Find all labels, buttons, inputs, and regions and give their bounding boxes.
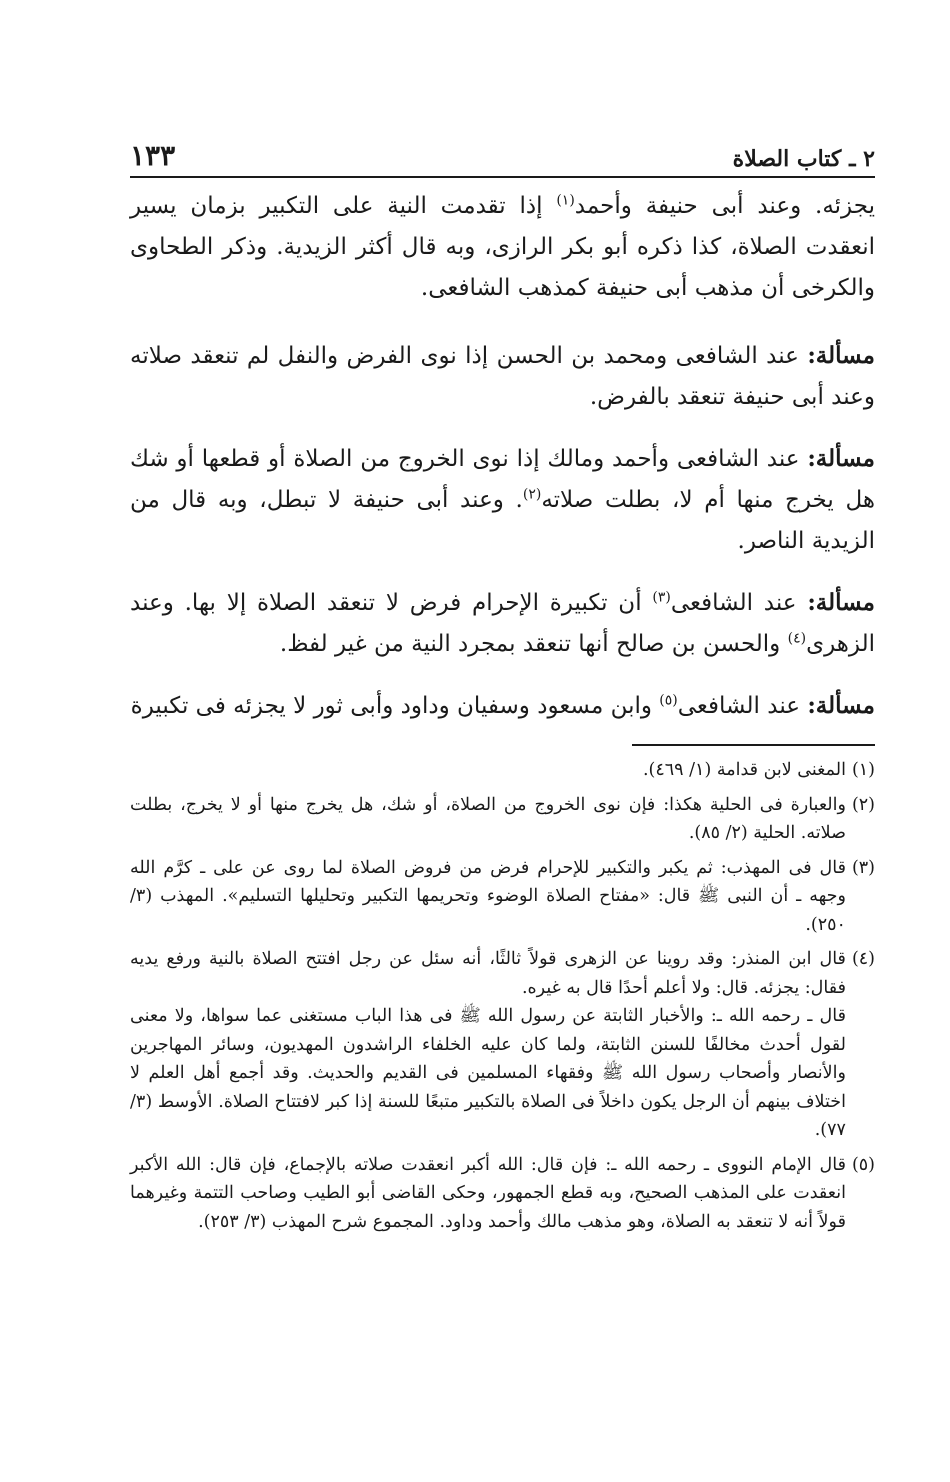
- footnote: [130, 756, 875, 785]
- footnote-number: (٤): [851, 949, 875, 969]
- footnote-body: [130, 1151, 846, 1237]
- paragraph: [130, 685, 875, 727]
- footnote: [130, 791, 875, 848]
- footnote-body: [130, 854, 846, 940]
- footnote-separator: [632, 744, 875, 746]
- footnote-ref[interactable]: (١): [556, 192, 575, 209]
- paragraph-text: عند الشافعى ومحمد بن الحسن إذا نوى الفرض والنفل لم تنعقد صلاته وعند أبى حنيفة تنعقد بالفرض.: [130, 343, 875, 410]
- paragraph-text: عند الشافعى وأحمد ومالك إذا نوى الخروج من الصلاة أو قطعها أو شك هل يخرج منها أم لا، بطلت صلاته: [130, 446, 875, 513]
- footnote-body: [130, 756, 846, 785]
- paragraph: [130, 582, 875, 665]
- issue-label: مسألة:: [807, 589, 875, 616]
- paragraph-text: يجزئه. وعند أبى حنيفة وأحمد: [574, 193, 875, 219]
- issue-label: مسألة:: [807, 445, 875, 472]
- footnote-text: قال ـ رحمه الله ـ: والأخبار الثابتة عن رسول الله ﷺ فى هذا الباب مستغنى عما سواها، ولا معنى لقول أحدث مخالفًا للسنن الثابتة، ولما كان عليه الخلفاء الراشدون المهديون، وسائر المهاجرين والأنصار وأصحاب رسول الله ﷺ وفقهاء المسلمين فى القديم والحديث. وقد أجمع أهل العلم لا اختلاف بينهم أن الرجل يكون داخلاً فى الصلاة بالتكبير متبعًا للسنة إذا كبر لافتتاح الصلاة. الأوسط (٣/ ٧٧).: [130, 1006, 846, 1140]
- footnote-number: (٢): [851, 794, 875, 815]
- footnote-ref[interactable]: (٥): [659, 692, 678, 709]
- paragraph-text: والحسن بن صالح أنها تنعقد بمجرد النية من غير لفظ.: [279, 631, 788, 657]
- running-header: [130, 132, 875, 172]
- footnote-ref[interactable]: (٤): [787, 630, 807, 647]
- paragraph-text: عند الشافعى: [677, 693, 808, 719]
- paragraph: [130, 438, 875, 562]
- footnote-body: [130, 791, 846, 848]
- footnote: [130, 945, 875, 1145]
- issue-label: مسألة:: [807, 692, 875, 719]
- paragraph-text: عند الشافعى: [670, 590, 808, 616]
- paragraph-text: أن تكبيرة الإحرام فرض لا تنعقد الصلاة إلا بها. وعند الزهرى: [130, 590, 875, 657]
- paragraph-text: وابن مسعود وسفيان وداود وأبى ثور لا يجزئه فى تكبيرة: [130, 693, 660, 719]
- footnote: [130, 854, 875, 940]
- main-text: [130, 186, 875, 747]
- footnote-text: قال الإمام النووى ـ رحمه الله ـ: فإن قال: الله أكبر انعقدت صلاته بالإجماع، فإن قال: الله الأكبر انعقدت على المذهب الصحيح، وبه قطع الجمهور، وحكى القاضى أبو الطيب وصاحب التتمة وغيرهما قولاً أنه لا تنعقد به الصلاة، وهو مذهب مالك وأحمد وداود. المجموع شرح المهذب (٣/ ٢٥٣).: [130, 1154, 846, 1232]
- footnote-text: والعبارة فى الحلية هكذا: فإن نوى الخروج من الصلاة، أو شك، هل يخرج منها أو لا يخرج، بطلت صلاته. الحلية (٢/ ٨٥).: [130, 794, 846, 843]
- footnote-text: قال فى المهذب: ثم يكبر والتكبير للإحرام فرض من فروض الصلاة لما روى عن على ـ كرَّم الله وجهه ـ أن النبى ﷺ قال: «مفتاح الصلاة الوضوء وتحريمها التكبير وتحليلها التسليم». المهذب (٣/ ٢٥٠).: [130, 857, 846, 935]
- chapter-title: ٢ ـ كتاب الصلاة: [732, 146, 875, 172]
- footnote-body: [130, 945, 846, 1145]
- footnote-ref[interactable]: (٣): [652, 589, 671, 606]
- footnotes: [130, 756, 875, 1242]
- paragraph: [130, 186, 875, 309]
- footnote-number: (٣): [851, 857, 875, 878]
- page-number: ١٣٣: [130, 139, 176, 172]
- issue-label: مسألة:: [807, 342, 875, 369]
- header-rule: [130, 176, 875, 178]
- footnote-ref[interactable]: (٢): [522, 486, 542, 503]
- paragraph-text: إذا تقدمت النية على التكبير بزمان يسير انعقدت الصلاة، كذا ذكره أبو بكر الرازى، وبه قال أكثر الزيدية. وذكر الطحاوى والكرخى أن مذهب أبى حنيفة كمذهب الشافعى.: [130, 193, 875, 301]
- paragraph: [130, 335, 875, 418]
- footnote-number: (١): [851, 760, 875, 780]
- footnote-number: (٥): [851, 1154, 875, 1175]
- footnote: [130, 1151, 875, 1237]
- footnote-text: قال ابن المنذر: وقد روينا عن الزهرى قولاً ثالثًا، أنه سئل عن رجل افتتح الصلاة بالنية ورفع يديه فقال: يجزئه. قال: ولا أعلم أحدًا قال به غيره.: [130, 949, 846, 998]
- footnote-text: المغنى لابن قدامة (١/ ٤٦٩).: [642, 760, 846, 780]
- paragraph-text: . وعند أبى حنيفة لا تبطل، وبه قال من الزيدية الناصر.: [130, 487, 875, 554]
